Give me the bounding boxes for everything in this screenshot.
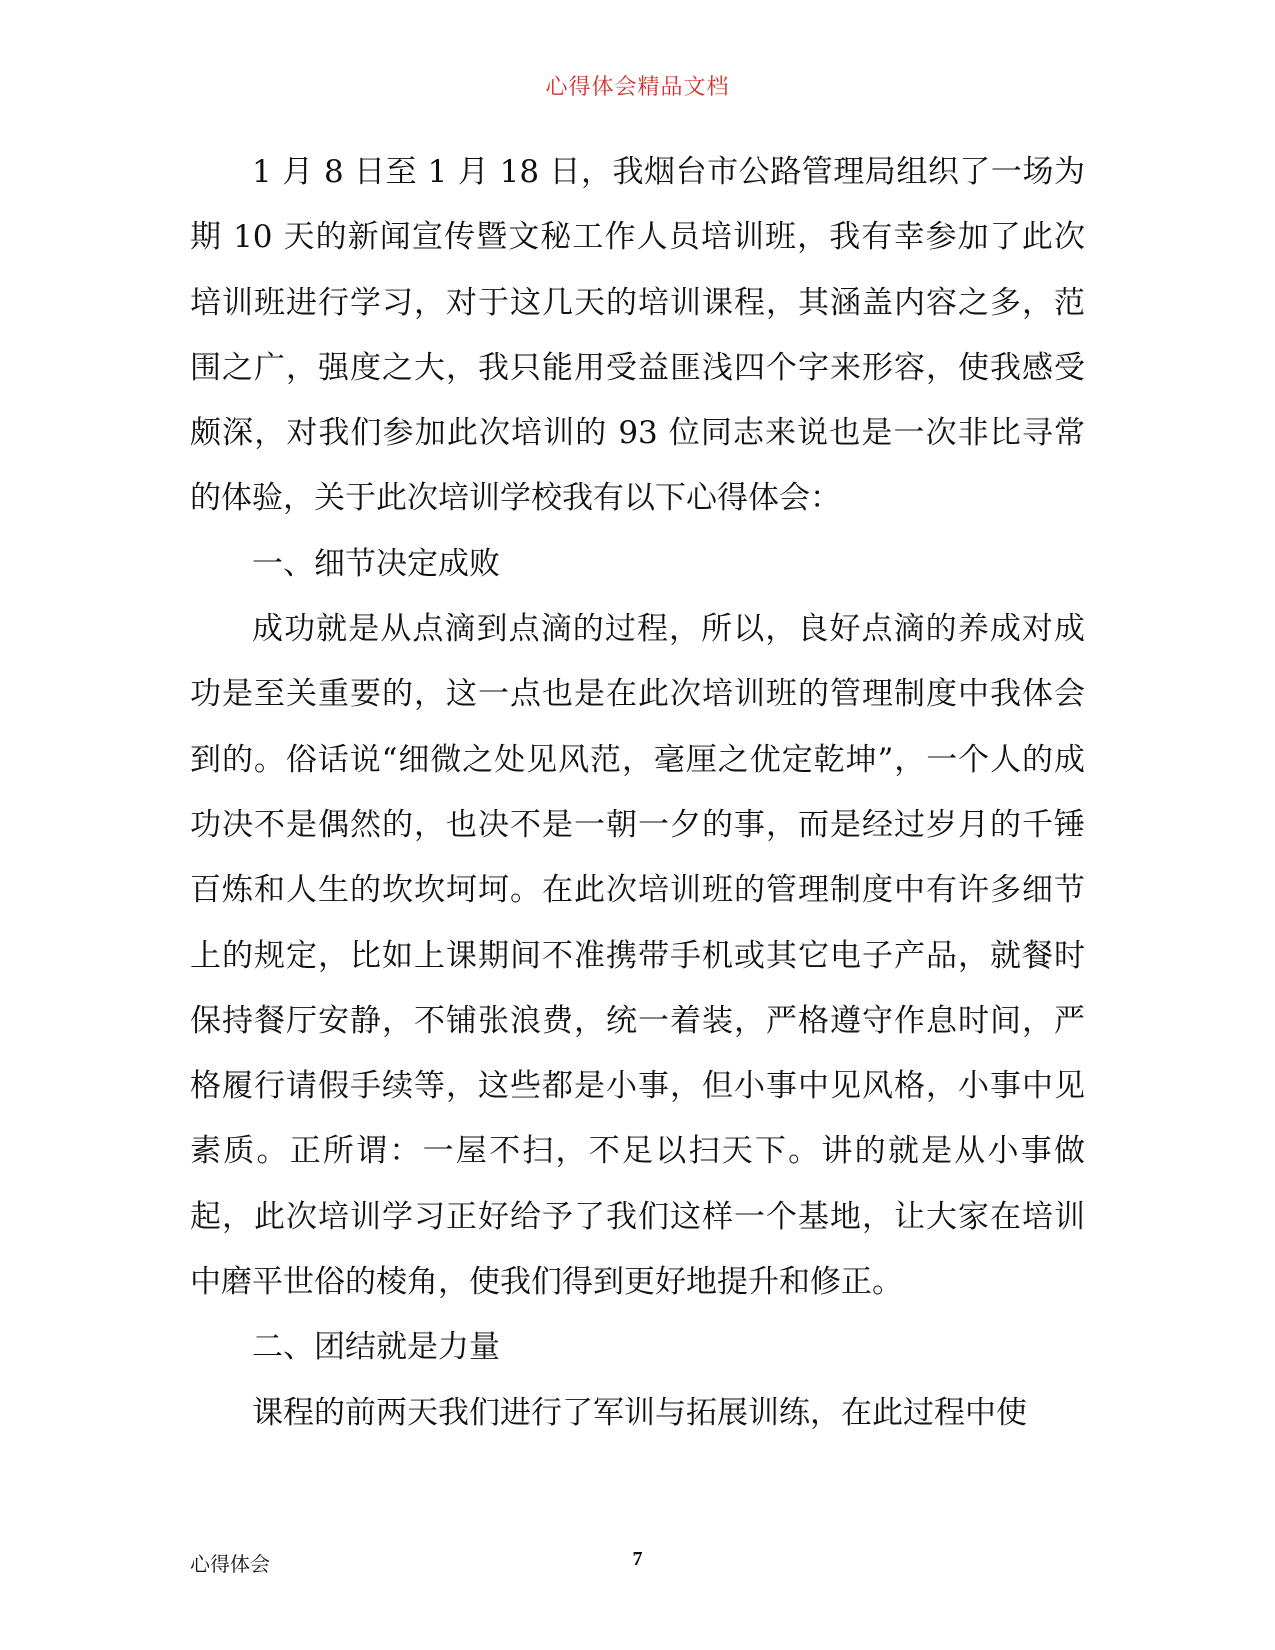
document-body: [190, 140, 1085, 1446]
paragraph-details: 成功就是从点滴到点滴的过程，所以，良好点滴的养成对成功是至关重要的，这一点也是在此次培训班的管理制度中我体会到的。俗话说“细微之处见风范，毫厘之优定乾坤”，一个人的成功决不是偶然的，也决不是一朝一夕的事，而是经过岁月的千锤百炼和人生的坎坎坷坷。在此次培训班的管理制度中有许多细节上的规定，比如上课期间不准携带手机或其它电子产品，就餐时保持餐厅安静，不铺张浪费，统一着装，严格遵守作息时间，严格履行请假手续等，这些都是小事，但小事中见风格，小事中见素质。正所谓：一屋不扫，不足以扫天下。讲的就是从小事做起，此次培训学习正好给予了我们这样一个基地，让大家在培训中磨平世俗的棱角，使我们得到更好地提升和修正。: [190, 611, 1085, 1301]
paragraph-intro: 1 月 8 日至 1 月 18 日，我烟台市公路管理局组织了一场为期 10 天的新闻宣传暨文秘工作人员培训班，我有幸参加了此次培训班进行学习，对于这几天的培训课程，其涵盖内容之多，范围之广，强度之大，我只能用受益匪浅四个字来形容，使我感受颇深，对我们参加此次培训的 93 位同志来说也是一次非比寻常的体验，关于此次培训学校我有以下心得体会：: [190, 154, 1085, 517]
footer-page-number: 7: [632, 1548, 643, 1570]
section-heading-2: 二、团结就是力量: [252, 1329, 500, 1366]
section-heading-1: 一、细节决定成败: [252, 545, 500, 582]
footer-label: 心得体会: [190, 1552, 270, 1576]
paragraph-teamwork: 课程的前两天我们进行了军训与拓展训练，在此过程中使: [252, 1394, 1027, 1431]
page-header-title: 心得体会精品文档: [545, 75, 730, 100]
